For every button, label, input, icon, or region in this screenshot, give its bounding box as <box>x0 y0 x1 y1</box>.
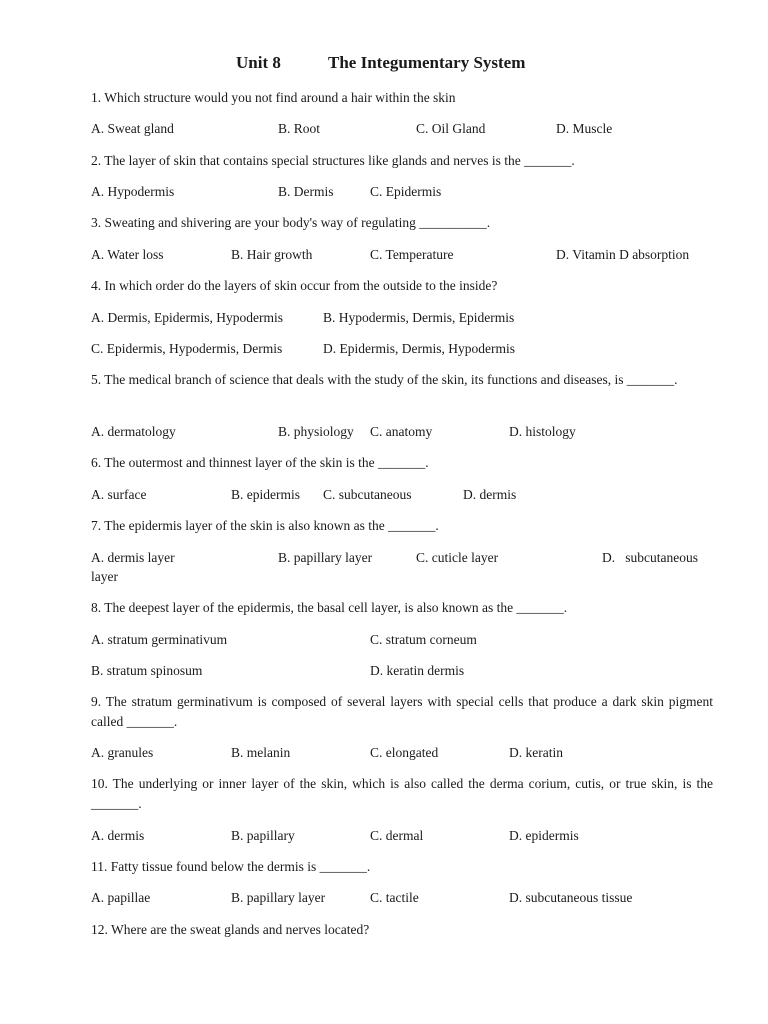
question-2-text: 2. The layer of skin that contains special structures like glands and nerves is the _______. <box>91 153 575 168</box>
question-8-options-row-2 <box>0 661 700 681</box>
question-6-option-a: A. surface <box>91 487 147 502</box>
question-7-option-d: D. subcutaneous <box>602 550 698 565</box>
question-1-option-c: C. Oil Gland <box>416 121 486 136</box>
question-11-option-d: D. subcutaneous tissue <box>509 890 633 905</box>
question-8-options-row-1 <box>0 630 700 650</box>
question-10-option-d: D. epidermis <box>509 828 579 843</box>
question-3-option-a: A. Water loss <box>91 247 164 262</box>
question-9-option-b: B. melanin <box>231 745 291 760</box>
question-1-option-d: D. Muscle <box>556 121 613 136</box>
question-7-text: 7. The epidermis layer of the skin is also known as the _______. <box>91 518 439 533</box>
question-5-option-b: B. physiology <box>278 424 354 439</box>
question-11-option-a: A. papillae <box>91 890 151 905</box>
question-4-option-c: C. Epidermis, Hypodermis, Dermis <box>91 341 283 356</box>
question-11-option-c: C. tactile <box>370 890 419 905</box>
question-7-option-b: B. papillary layer <box>278 550 373 565</box>
question-1-option-b: B. Root <box>278 121 321 136</box>
question-7-option-d-continuation: layer <box>91 569 118 584</box>
question-8-option-b: B. stratum spinosum <box>91 663 203 678</box>
question-1-text: 1. Which structure would you not find around a hair within the skin <box>91 90 456 105</box>
question-8-option-a: A. stratum germinativum <box>91 632 228 647</box>
question-10-text: 10. The underlying or inner layer of the skin, which is also called the derma corium, cutis, or true skin, is the _______. <box>91 776 713 811</box>
question-7-option-a: A. dermis layer <box>91 550 175 565</box>
question-10-option-b: B. papillary <box>231 828 295 843</box>
question-8-option-c: C. stratum corneum <box>370 632 477 647</box>
page-title <box>236 53 525 73</box>
question-10-option-c: C. dermal <box>370 828 424 843</box>
question-3-option-d: D. Vitamin D absorption <box>556 247 690 262</box>
question-5-options <box>0 422 700 442</box>
question-11-option-b: B. papillary layer <box>231 890 326 905</box>
question-3-option-c: C. Temperature <box>370 247 454 262</box>
question-9-option-a: A. granules <box>91 745 154 760</box>
question-9-options <box>0 743 700 763</box>
question-11-options <box>0 888 700 908</box>
question-7-option-c: C. cuticle layer <box>416 550 499 565</box>
question-8-option-d: D. keratin dermis <box>370 663 465 678</box>
question-4-option-d: D. Epidermis, Dermis, Hypodermis <box>323 341 515 356</box>
question-2-option-a: A. Hypodermis <box>91 184 175 199</box>
question-2-option-b: B. Dermis <box>278 184 334 199</box>
question-9-text: 9. The stratum germinativum is composed of several layers with special cells that produce a dark skin pigment called _______. <box>91 694 713 729</box>
question-2-options <box>0 182 700 202</box>
question-9-option-d: D. keratin <box>509 745 563 760</box>
question-1-option-a: A. Sweat gland <box>91 121 174 136</box>
question-5-option-c: C. anatomy <box>370 424 433 439</box>
unit-label: Unit 8 <box>236 53 281 72</box>
question-4-options-row-1 <box>0 308 700 328</box>
question-10-options <box>0 826 700 846</box>
question-6-option-b: B. epidermis <box>231 487 300 502</box>
question-7-options <box>0 548 700 568</box>
unit-name: The Integumentary System <box>328 53 526 72</box>
question-4-option-b: B. Hypodermis, Dermis, Epidermis <box>323 310 515 325</box>
question-9-option-c: C. elongated <box>370 745 439 760</box>
question-6-text: 6. The outermost and thinnest layer of the skin is the _______. <box>91 455 429 470</box>
question-10-option-a: A. dermis <box>91 828 145 843</box>
question-4-option-a: A. Dermis, Epidermis, Hypodermis <box>91 310 283 325</box>
question-5-option-a: A. dermatology <box>91 424 176 439</box>
question-6-options <box>0 485 700 505</box>
question-3-options <box>0 245 700 265</box>
question-6-option-c: C. subcutaneous <box>323 487 412 502</box>
question-5-option-d: D. histology <box>509 424 576 439</box>
question-5-text: 5. The medical branch of science that deals with the study of the skin, its functions and diseases, is _______. <box>91 372 678 387</box>
question-6-option-d: D. dermis <box>463 487 517 502</box>
question-2-option-c: C. Epidermis <box>370 184 442 199</box>
question-4-options-row-2 <box>0 339 700 359</box>
question-11-text: 11. Fatty tissue found below the dermis is _______. <box>91 859 371 874</box>
question-12-text: 12. Where are the sweat glands and nerves located? <box>91 922 370 937</box>
question-3-option-b: B. Hair growth <box>231 247 313 262</box>
question-1-options <box>0 119 700 139</box>
question-8-text: 8. The deepest layer of the epidermis, the basal cell layer, is also known as the _______. <box>91 600 568 615</box>
question-3-text: 3. Sweating and shivering are your body's way of regulating __________. <box>91 215 491 230</box>
question-4-text: 4. In which order do the layers of skin occur from the outside to the inside? <box>91 278 498 293</box>
